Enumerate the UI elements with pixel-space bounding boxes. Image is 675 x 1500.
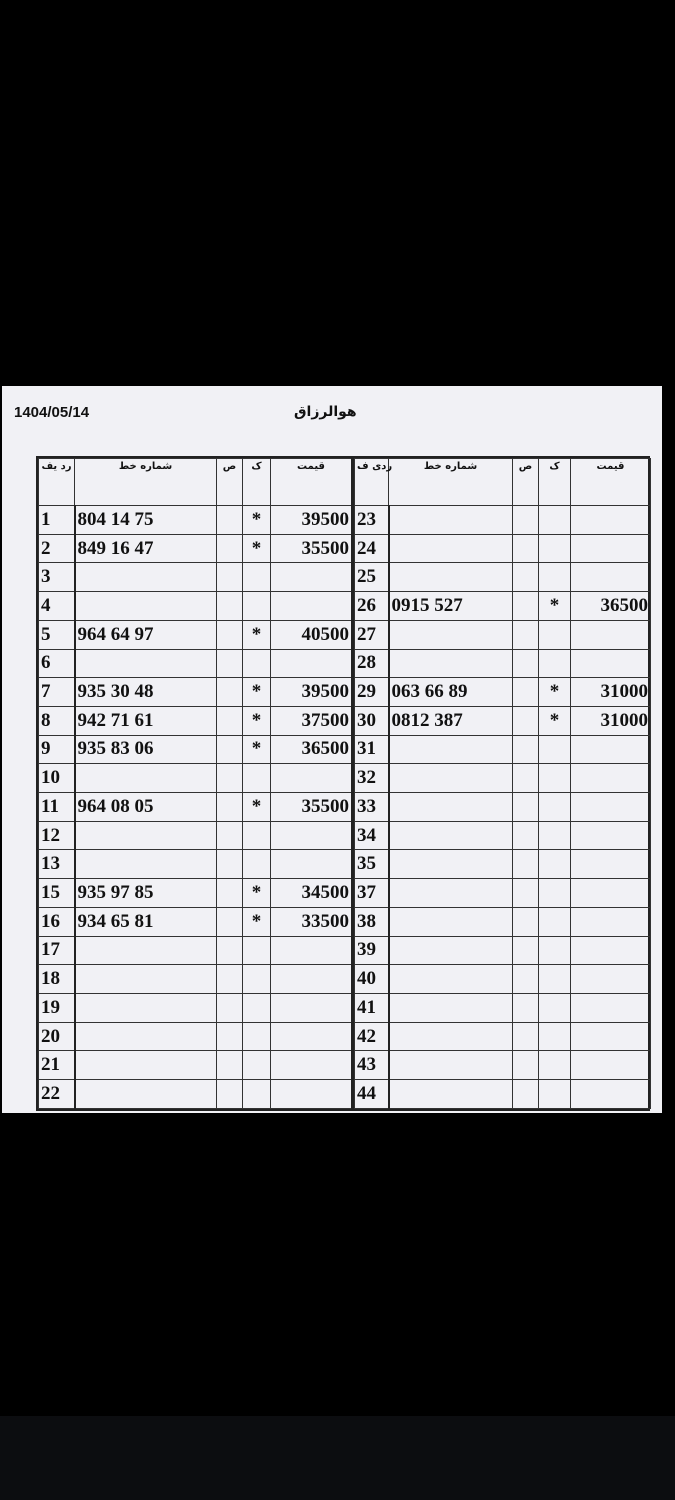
table-row [39, 678, 353, 707]
k-cell [539, 649, 571, 678]
price-cell: 35500 [271, 793, 353, 822]
s-cell [513, 907, 539, 936]
line-number-cell [75, 1022, 217, 1051]
s-cell [513, 1051, 539, 1080]
s-cell [217, 1080, 243, 1109]
row-number-cell: 38 [355, 907, 389, 936]
table-row [39, 821, 353, 850]
k-cell: * [243, 534, 271, 563]
price-cell [571, 965, 651, 994]
k-cell [243, 1051, 271, 1080]
k-cell: * [243, 793, 271, 822]
line-number-cell [75, 821, 217, 850]
s-cell [513, 879, 539, 908]
price-cell: 40500 [271, 620, 353, 649]
document-heading: هوالرزاق [294, 404, 357, 420]
k-cell: * [243, 506, 271, 535]
k-cell [243, 821, 271, 850]
price-cell [571, 534, 651, 563]
row-number-cell: 2 [39, 534, 75, 563]
line-number-cell: 935 30 48 [75, 678, 217, 707]
k-cell [539, 850, 571, 879]
price-cell [271, 1080, 353, 1109]
price-cell [571, 850, 651, 879]
table-row [39, 965, 353, 994]
row-number-cell: 21 [39, 1051, 75, 1080]
s-cell [217, 706, 243, 735]
header-row [39, 459, 353, 506]
row-number-cell: 27 [355, 620, 389, 649]
line-number-cell [389, 907, 513, 936]
header-row-number: رد یف [39, 459, 75, 506]
k-cell: * [243, 706, 271, 735]
s-cell [513, 563, 539, 592]
k-cell: * [539, 678, 571, 707]
s-cell [513, 965, 539, 994]
row-number-cell: 7 [39, 678, 75, 707]
table-row [39, 506, 353, 535]
table-row [355, 764, 651, 793]
row-number-cell: 24 [355, 534, 389, 563]
s-cell [217, 764, 243, 793]
k-cell [539, 1051, 571, 1080]
line-number-cell: 804 14 75 [75, 506, 217, 535]
k-cell [539, 965, 571, 994]
table-row [355, 563, 651, 592]
table-row [355, 678, 651, 707]
s-cell [217, 678, 243, 707]
line-number-cell [389, 850, 513, 879]
line-number-cell [389, 793, 513, 822]
header-price: قیمت [271, 459, 353, 506]
price-cell [571, 649, 651, 678]
k-cell: * [539, 706, 571, 735]
table-row [39, 1051, 353, 1080]
line-number-cell: 942 71 61 [75, 706, 217, 735]
k-cell: * [243, 735, 271, 764]
s-cell [217, 1051, 243, 1080]
s-cell [513, 850, 539, 879]
line-number-cell [75, 1051, 217, 1080]
row-number-cell: 12 [39, 821, 75, 850]
line-number-cell [75, 649, 217, 678]
s-cell [513, 793, 539, 822]
row-number-cell: 34 [355, 821, 389, 850]
row-number-cell: 41 [355, 993, 389, 1022]
s-cell [513, 821, 539, 850]
k-cell [539, 563, 571, 592]
line-number-cell [389, 735, 513, 764]
header-row-number: ردی ف [355, 459, 389, 506]
k-cell: * [243, 879, 271, 908]
bottom-bar [0, 1416, 675, 1500]
price-cell [271, 1022, 353, 1051]
s-cell [217, 506, 243, 535]
table-row [355, 1022, 651, 1051]
line-number-cell: 849 16 47 [75, 534, 217, 563]
table-row [39, 735, 353, 764]
header-s: ص [513, 459, 539, 506]
s-cell [513, 649, 539, 678]
row-number-cell: 39 [355, 936, 389, 965]
table-row [355, 620, 651, 649]
k-cell [243, 993, 271, 1022]
k-cell: * [243, 620, 271, 649]
line-number-cell [75, 1080, 217, 1109]
price-cell [271, 592, 353, 621]
row-number-cell: 11 [39, 793, 75, 822]
row-number-cell: 1 [39, 506, 75, 535]
k-cell: * [539, 592, 571, 621]
row-number-cell: 8 [39, 706, 75, 735]
k-cell [539, 993, 571, 1022]
table-row [355, 879, 651, 908]
price-cell [571, 793, 651, 822]
k-cell [243, 649, 271, 678]
price-cell: 33500 [271, 907, 353, 936]
k-cell [539, 1080, 571, 1109]
line-number-cell [75, 965, 217, 994]
line-number-cell [389, 1051, 513, 1080]
line-number-cell [75, 592, 217, 621]
price-cell [271, 850, 353, 879]
k-cell [539, 764, 571, 793]
line-number-cell [389, 1080, 513, 1109]
k-cell [539, 534, 571, 563]
s-cell [217, 649, 243, 678]
table-row [39, 793, 353, 822]
k-cell [539, 735, 571, 764]
s-cell [513, 1022, 539, 1051]
row-number-cell: 30 [355, 706, 389, 735]
s-cell [217, 936, 243, 965]
row-number-cell: 33 [355, 793, 389, 822]
price-cell [571, 735, 651, 764]
k-cell [243, 936, 271, 965]
table-row [355, 534, 651, 563]
table-row [39, 592, 353, 621]
table-row [39, 850, 353, 879]
row-number-cell: 28 [355, 649, 389, 678]
price-cell [571, 1051, 651, 1080]
row-number-cell: 35 [355, 850, 389, 879]
row-number-cell: 32 [355, 764, 389, 793]
price-cell: 31000 [571, 706, 651, 735]
table-row [355, 850, 651, 879]
s-cell [217, 735, 243, 764]
row-number-cell: 29 [355, 678, 389, 707]
s-cell [217, 821, 243, 850]
k-cell [243, 592, 271, 621]
price-cell: 35500 [271, 534, 353, 563]
price-cell [571, 993, 651, 1022]
s-cell [513, 764, 539, 793]
table-row [355, 936, 651, 965]
k-cell [243, 764, 271, 793]
row-number-cell: 40 [355, 965, 389, 994]
line-number-cell [389, 1022, 513, 1051]
s-cell [513, 506, 539, 535]
table-row [39, 907, 353, 936]
s-cell [217, 879, 243, 908]
table-row [39, 706, 353, 735]
s-cell [217, 907, 243, 936]
s-cell [217, 850, 243, 879]
price-cell [571, 1080, 651, 1109]
header-k: ک [243, 459, 271, 506]
row-number-cell: 37 [355, 879, 389, 908]
s-cell [513, 620, 539, 649]
line-number-cell [75, 850, 217, 879]
header-line-number: شماره خط [389, 459, 513, 506]
table-row [39, 563, 353, 592]
k-cell [539, 793, 571, 822]
line-number-cell: 964 08 05 [75, 793, 217, 822]
k-cell: * [243, 907, 271, 936]
row-number-cell: 43 [355, 1051, 389, 1080]
table-row [355, 706, 651, 735]
line-number-cell [389, 965, 513, 994]
s-cell [217, 1022, 243, 1051]
line-number-cell [389, 563, 513, 592]
price-cell: 36500 [271, 735, 353, 764]
price-cell [571, 764, 651, 793]
line-number-cell: 935 83 06 [75, 735, 217, 764]
price-cell [271, 965, 353, 994]
k-cell [539, 879, 571, 908]
s-cell [513, 678, 539, 707]
k-cell [539, 936, 571, 965]
document-date: 1404/05/14 [14, 404, 90, 421]
price-cell [271, 821, 353, 850]
row-number-cell: 15 [39, 879, 75, 908]
s-cell [217, 534, 243, 563]
price-cell [571, 821, 651, 850]
price-cell [271, 993, 353, 1022]
price-cell [571, 620, 651, 649]
table-row [355, 993, 651, 1022]
price-cell [571, 907, 651, 936]
row-number-cell: 16 [39, 907, 75, 936]
k-cell [243, 1080, 271, 1109]
s-cell [513, 993, 539, 1022]
k-cell [243, 563, 271, 592]
s-cell [217, 965, 243, 994]
s-cell [513, 936, 539, 965]
row-number-cell: 44 [355, 1080, 389, 1109]
table-row [39, 879, 353, 908]
k-cell [539, 620, 571, 649]
row-number-cell: 25 [355, 563, 389, 592]
table-row [355, 793, 651, 822]
line-number-cell [389, 649, 513, 678]
row-number-cell: 31 [355, 735, 389, 764]
row-number-cell: 5 [39, 620, 75, 649]
price-cell [571, 936, 651, 965]
price-cell: 39500 [271, 506, 353, 535]
row-number-cell: 22 [39, 1080, 75, 1109]
row-number-cell: 20 [39, 1022, 75, 1051]
header-s: ص [217, 459, 243, 506]
row-number-cell: 18 [39, 965, 75, 994]
s-cell [513, 735, 539, 764]
k-cell [243, 850, 271, 879]
price-cell: 31000 [571, 678, 651, 707]
table-row [39, 1080, 353, 1109]
price-cell [571, 563, 651, 592]
k-cell [243, 965, 271, 994]
table-row [39, 936, 353, 965]
line-number-cell: 0812 387 [389, 706, 513, 735]
line-number-cell: 934 65 81 [75, 907, 217, 936]
line-number-cell [75, 936, 217, 965]
s-cell [217, 592, 243, 621]
table-row [355, 907, 651, 936]
k-cell [539, 907, 571, 936]
line-number-cell: 0915 527 [389, 592, 513, 621]
header-price: قیمت [571, 459, 651, 506]
table-row [355, 735, 651, 764]
row-number-cell: 42 [355, 1022, 389, 1051]
table-row [355, 821, 651, 850]
row-number-cell: 3 [39, 563, 75, 592]
price-cell [571, 879, 651, 908]
s-cell [217, 620, 243, 649]
table-row [355, 965, 651, 994]
table-row [355, 592, 651, 621]
price-cell: 36500 [571, 592, 651, 621]
line-number-cell [75, 993, 217, 1022]
table-row [355, 1080, 651, 1109]
line-number-cell [389, 879, 513, 908]
k-cell [539, 506, 571, 535]
price-table [36, 456, 650, 1111]
line-number-cell: 935 97 85 [75, 879, 217, 908]
line-number-cell [389, 534, 513, 563]
s-cell [513, 1080, 539, 1109]
row-number-cell: 26 [355, 592, 389, 621]
table-row [39, 534, 353, 563]
table-row [39, 620, 353, 649]
price-cell [271, 764, 353, 793]
table-row [39, 993, 353, 1022]
header-k: ک [539, 459, 571, 506]
table-row [355, 506, 651, 535]
line-number-cell [389, 993, 513, 1022]
s-cell [217, 563, 243, 592]
line-number-cell [389, 936, 513, 965]
row-number-cell: 4 [39, 592, 75, 621]
s-cell [513, 534, 539, 563]
price-cell [271, 936, 353, 965]
header-row [355, 459, 651, 506]
line-number-cell [389, 764, 513, 793]
line-number-cell [389, 821, 513, 850]
row-number-cell: 19 [39, 993, 75, 1022]
line-number-cell [389, 620, 513, 649]
table-row [39, 764, 353, 793]
s-cell [513, 706, 539, 735]
row-number-cell: 6 [39, 649, 75, 678]
price-cell: 37500 [271, 706, 353, 735]
price-cell [271, 649, 353, 678]
table-row [355, 1051, 651, 1080]
table-row [39, 649, 353, 678]
line-number-cell: 063 66 89 [389, 678, 513, 707]
price-cell [571, 1022, 651, 1051]
s-cell [513, 592, 539, 621]
table-row [355, 649, 651, 678]
price-cell: 34500 [271, 879, 353, 908]
line-number-cell: 964 64 97 [75, 620, 217, 649]
k-cell [539, 821, 571, 850]
row-number-cell: 13 [39, 850, 75, 879]
line-number-cell [75, 764, 217, 793]
line-number-cell [389, 506, 513, 535]
k-cell [539, 1022, 571, 1051]
table-left-half [38, 458, 354, 1109]
k-cell [243, 1022, 271, 1051]
row-number-cell: 17 [39, 936, 75, 965]
document-page [2, 386, 662, 1113]
price-cell [271, 563, 353, 592]
price-cell: 39500 [271, 678, 353, 707]
row-number-cell: 9 [39, 735, 75, 764]
row-number-cell: 10 [39, 764, 75, 793]
s-cell [217, 793, 243, 822]
k-cell: * [243, 678, 271, 707]
s-cell [217, 993, 243, 1022]
table-row [39, 1022, 353, 1051]
table-right-half [354, 458, 651, 1109]
price-cell [571, 506, 651, 535]
header-line-number: شماره خط [75, 459, 217, 506]
line-number-cell [75, 563, 217, 592]
row-number-cell: 23 [355, 506, 389, 535]
price-cell [271, 1051, 353, 1080]
